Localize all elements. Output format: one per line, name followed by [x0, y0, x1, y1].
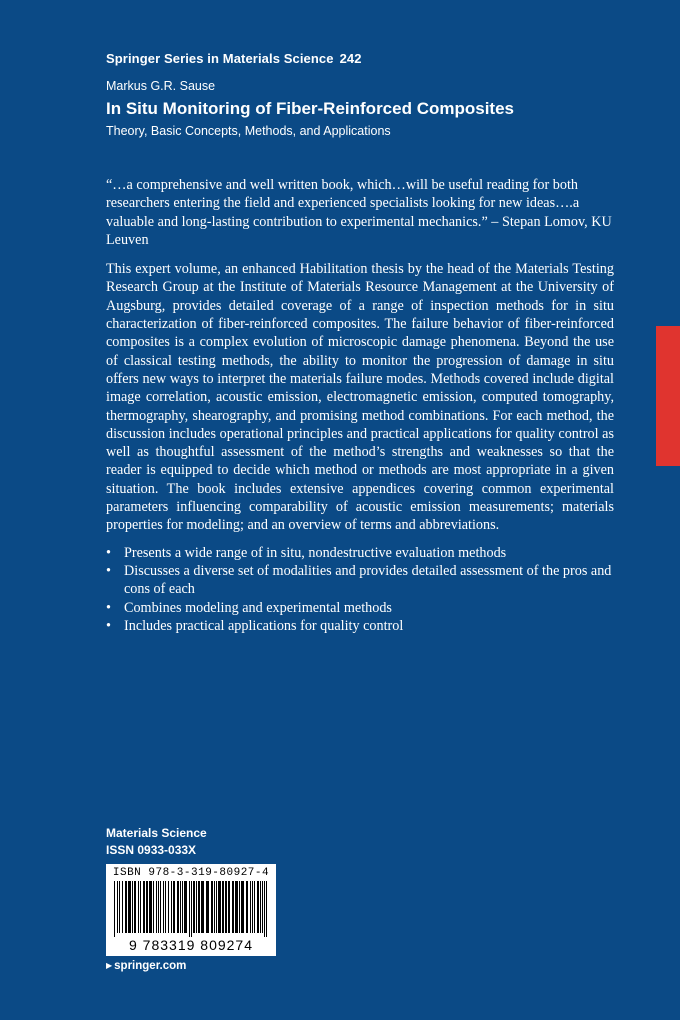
list-item: • Combines modeling and experimental methods [106, 599, 614, 617]
discipline-label: Materials Science [106, 826, 207, 840]
barcode-bars-icon [112, 881, 270, 937]
series-number: 242 [339, 51, 362, 66]
issn-label: ISSN 0933-033X [106, 843, 197, 857]
list-item: • Discusses a diverse set of modalities and provides detailed assessment of the pros and cons of each [106, 562, 614, 599]
arrow-right-icon: ▶ [106, 961, 113, 970]
edge-color-tab [656, 326, 680, 466]
series-line [106, 51, 362, 66]
ean-digits: 9 783319 809274 [129, 937, 253, 953]
author-name: Markus G.R. Sause [106, 79, 216, 93]
list-item: • Includes practical applications for quality control [106, 617, 614, 635]
book-title: In Situ Monitoring of Fiber-Reinforced Composites [106, 99, 514, 118]
publisher-url: springer.com [114, 960, 187, 972]
publisher-link[interactable] [106, 960, 186, 972]
barcode [106, 864, 276, 956]
review-quote: “…a comprehensive and well written book, which…will be useful reading for both researchers entering the field and experienced specialists looking for new ideas….a valuable and long-lasting contribution to experimental mechanics.” – Stepan Lomov, KU Leuven [106, 177, 612, 248]
series-name: Springer Series in Materials Science [106, 51, 334, 66]
isbn-label: ISBN 978-3-319-80927-4 [112, 867, 270, 879]
book-description: This expert volume, an enhanced Habilitation thesis by the head of the Materials Testing Research Group at the Institute of Materials Resource Management at the University of Augsburg, provides detailed coverage of a range of inspection methods for in situ characterization of fiber-reinforced composites. The failure behavior of fiber-reinforced composites is a complex evolution of microscopic damage phenomena. Beyond the use of classical testing methods, the ability to monitor the progression of damage in situ offers new ways to interpret the materials failure modes. Methods covered include digital image correlation, acoustic emission, electromagnetic emission, computed tomography, thermography, shearography, and promising method combinations. For each method, the discussion includes operational principles and practical applications for quality control as well as thoughtful assessment of the method’s strengths and weaknesses so that the reader is equipped to decide which method or methods are most appropriate in a given situation. The book includes extensive appendices covering common experimental parameters influencing comparability of acoustic emission measurements; materials properties for modeling; and an overview of terms and abbreviations. [106, 261, 614, 534]
book-subtitle: Theory, Basic Concepts, Methods, and Applications [106, 124, 391, 138]
back-cover-text [106, 176, 614, 635]
feature-list [106, 544, 614, 635]
list-item: • Presents a wide range of in situ, nondestructive evaluation methods [106, 544, 614, 562]
